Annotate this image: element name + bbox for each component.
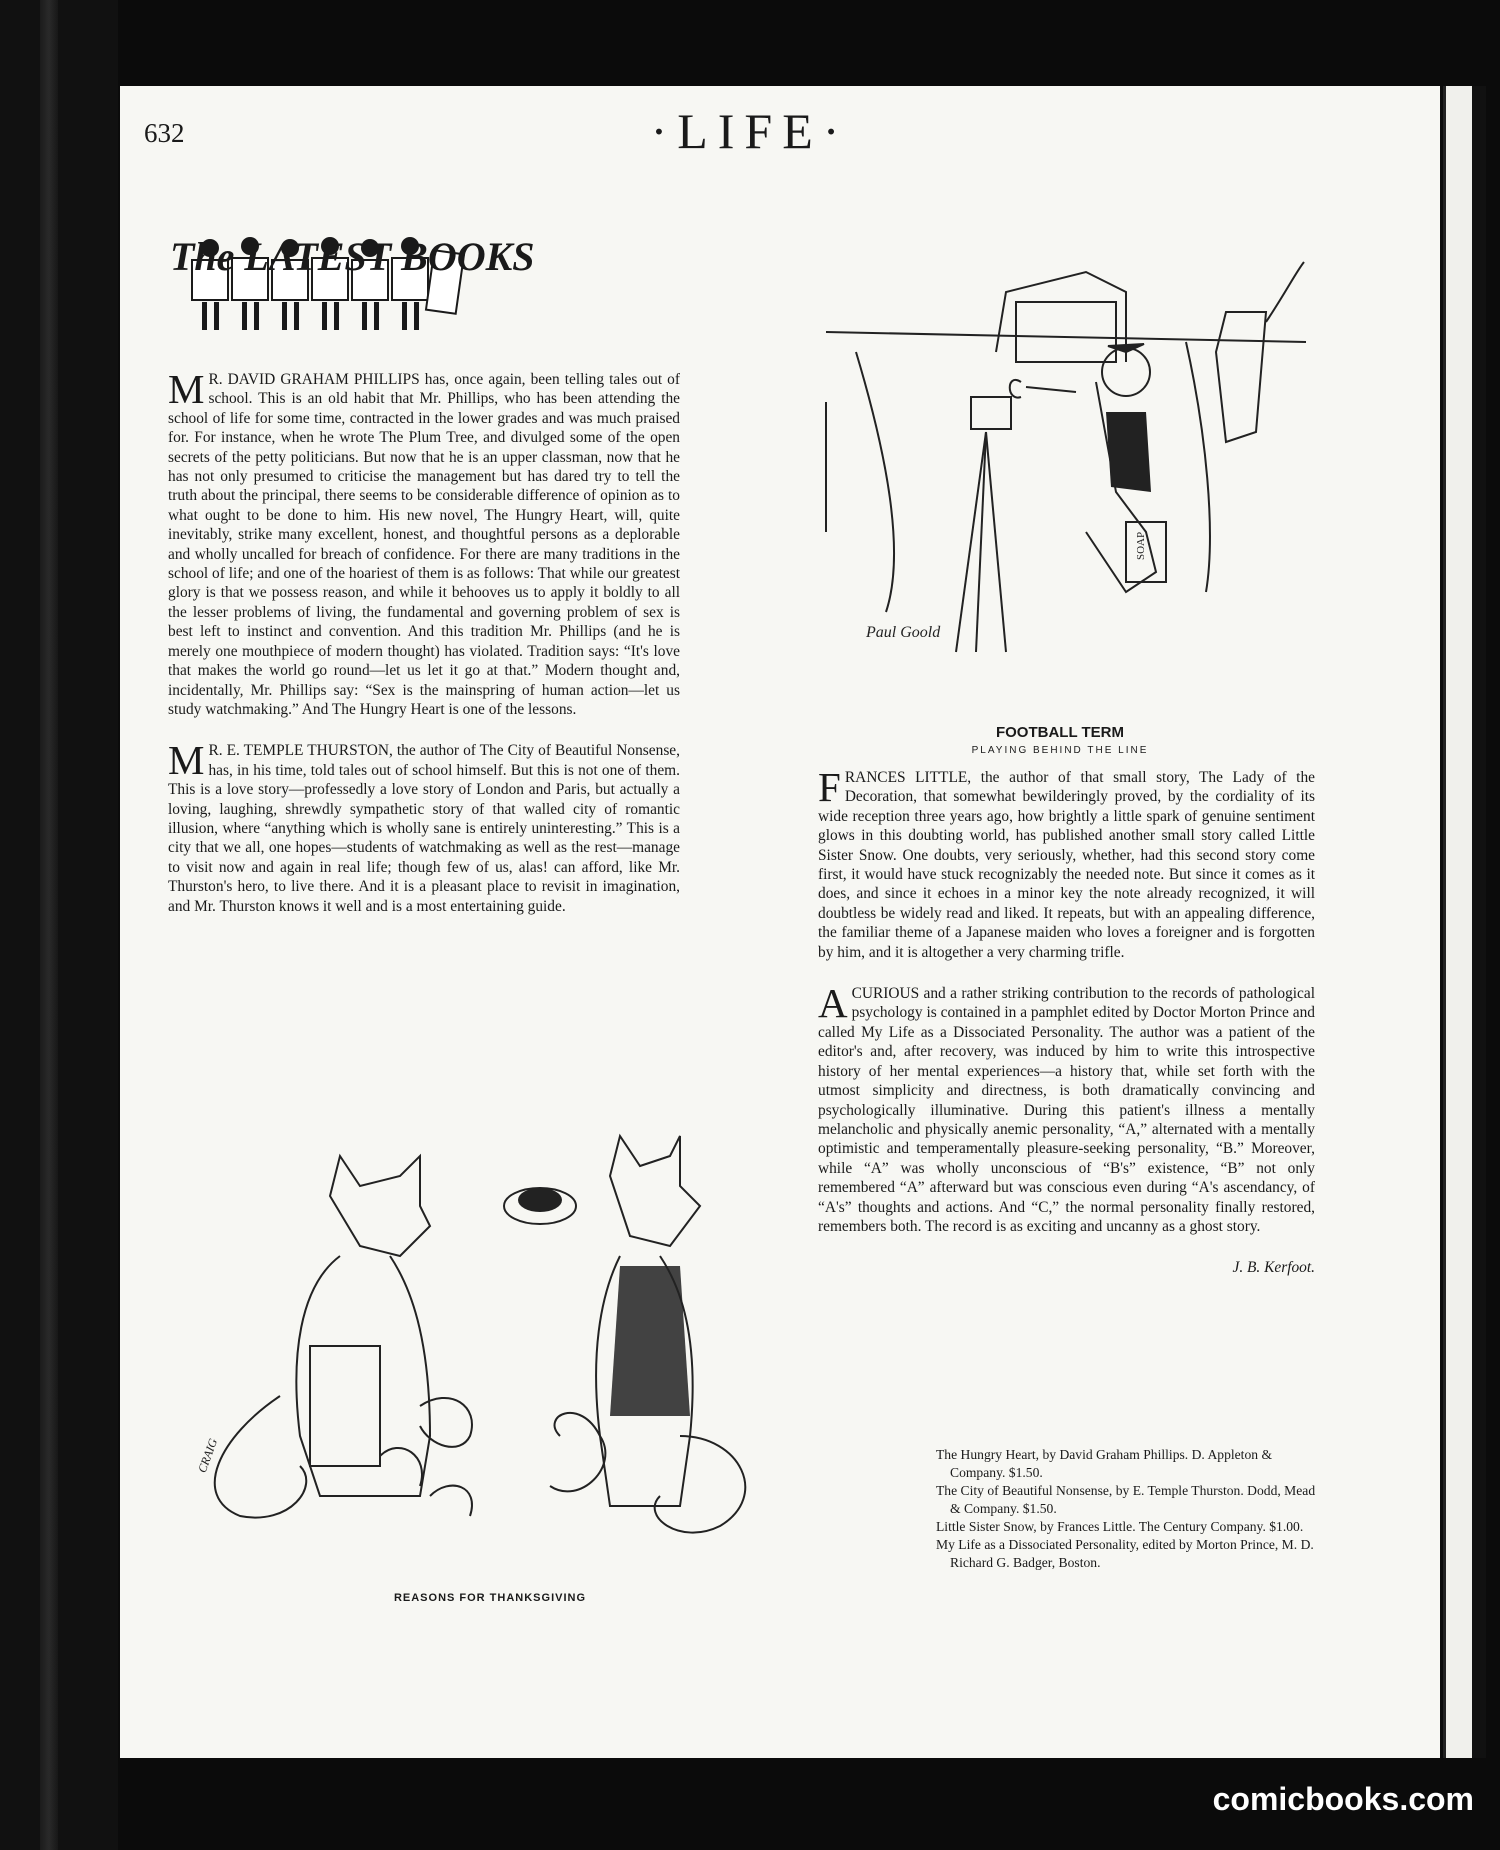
masthead: ·LIFE· [650, 103, 850, 159]
latest-books-logo-art [168, 222, 535, 340]
book-entry: My Life as a Dissociated Personality, edited by Morton Prince, M. D. Richard G. Badger, Boston. [936, 1537, 1314, 1570]
thanksgiving-illustration [180, 1136, 770, 1576]
book-list [936, 1446, 1316, 1572]
latest-books-logo [168, 222, 535, 340]
article-paragraph [168, 366, 680, 719]
drop-cap: A [818, 980, 848, 1027]
drop-cap: M [168, 737, 205, 784]
paragraph-text: RANCES LITTLE, the author of that small story, The Lady of the Decoration, that somewhat bewilderingly proved, by the cordiality of its wide reception three years ago, how brightly a little spark of genuine sentiment glows in this doubting world, has published another small story called Little Sister Snow. One doubts, very seriously, whether, had this second story come first, it would have stuck recognizably the needed note. But since it comes as it does, and since it echoes in a minor key the note already recognized, it will doubtless be widely read and liked. It repeats, but with an appealing difference, the familiar theme of a Japanese maiden who loves a foreigner and is forgotten by him, and it is altogether a very charming trifle. [818, 769, 1315, 961]
scan-left-margin [0, 0, 118, 1850]
page-header [0, 103, 1500, 178]
paragraph-text: CURIOUS and a rather striking contribution to the records of pathological psychology is contained in a pamphlet edited by Doctor Morton Prince and called My Life as a Dissociated Personality. The author was a patient of the editor's and, after recovery, was induced by him to write this introspective history of her mental experiences—a history that, while set forth with the utmost simplicity and directness, is both dramatically convincing and psychologically illuminative. During this patient's illness a mentally melancholic and physically anemic personality, “A,” alternated with a mentally optimistic and temperamentally pleasure-seeking personality, “B.” Moreover, while “A” was wholly unconscious of “B's” existence, “B” not only remembered “A” afterward but was conscious even during “A's ascendancy, of “A's” thoughts and actions. And “C,” the normal personality finally restored, remembers both. The record is as exciting and uncanny as a ghost story. [818, 985, 1315, 1235]
article-paragraph [818, 764, 1315, 962]
football-term-illustration [826, 232, 1306, 702]
right-column [818, 764, 1315, 1278]
book-entry: The Hungry Heart, by David Graham Phillips. D. Appleton & Company. $1.50. [936, 1447, 1273, 1480]
facing-page-shadow [1472, 86, 1486, 1758]
book-entry: Little Sister Snow, by Frances Little. The Century Company. $1.00. [936, 1519, 1304, 1534]
caption-subtitle: PLAYING BEHIND THE LINE [971, 745, 1149, 756]
left-column [168, 366, 680, 938]
foxes-drawing [180, 1136, 770, 1576]
author-signature: J. B. Kerfoot. [1232, 1259, 1315, 1277]
book-entry: The City of Beautiful Nonsense, by E. Temple Thurston. Dodd, Mead & Company. $1.50. [936, 1483, 1316, 1516]
paragraph-text: R. DAVID GRAHAM PHILLIPS has, once again, been telling tales out of school. This is an old habit that Mr. Phillips, who has been attending the school of life for some time, contracted in the lower grades and was much praised for. For instance, when he wrote The Plum Tree, and divulged some of the open secrets of the petty politicians. But now that he is an upper classman, now that he has not only presumed to criticise the management but has dared try to tell the truth about the principal, there seems to be considerable difference of opinion as to what ought to be done to him. His new novel, The Hungry Heart, will, quite inevitably, strike many excellent, honest, and thoughtful persons as a deplorable and wholly uncalled for breach of confidence. For there are many traditions in the school of life; and one of the hoariest of them is as follows: That while our greatest glory is that we possess reason, and while it behooves us to apply it boldly to all the lesser problems of living, the fundamental and governing problem of sex is best left to instinct and convention. And this tradition Mr. Phillips (and he is merely one mouthpiece of modern thought) has violated. Tradition says: “It's love that makes the world go round—let us let it go at that.” Modern thought and, incidentally, Mr. Phillips say: “Sex is the mainspring of human action—let us study watchmaking.” And The Hungry Heart is one of the lessons. [168, 371, 680, 718]
article-paragraph [168, 737, 680, 916]
watermark: comicbooks.com [1212, 1781, 1474, 1817]
artist-signature: CRAIG [194, 1436, 221, 1475]
football-term-caption [860, 724, 1260, 756]
binding-crease [40, 0, 58, 1850]
article-paragraph [818, 980, 1315, 1236]
logo-lettering: The LATEST BOOKS [170, 234, 535, 279]
drop-cap: M [168, 366, 205, 412]
facing-page-edge [1443, 86, 1486, 1758]
soap-box-label: SOAP [1135, 531, 1147, 560]
drop-cap: F [818, 764, 841, 810]
trumpeter-drawing [826, 232, 1306, 702]
paragraph-text: R. E. TEMPLE THURSTON, the author of The City of Beautiful Nonsense, has, in his time, told tales out of school himself. But this is not one of them. This is a love story—professedly a love story of London and Paris, but actually a loving, laughing, shrewdly sympathetic story of that walled city of romantic illusion, where “anything which is wholly sane is entirely uninteresting.” This is a city that we all, one hopes—students of watchmaking as well as the rest—manage to visit now and again in real life; though few of us, alas! can afford, like Mr. Thurston's hero, to live there. And it is a pleasant place to revisit in imagination, and Mr. Thurston knows it well and is a most entertaining guide. [168, 742, 680, 915]
page-number: 632 [144, 118, 185, 148]
thanksgiving-caption: REASONS FOR THANKSGIVING [393, 1592, 587, 1604]
caption-title: FOOTBALL TERM [995, 724, 1125, 741]
artist-signature: Paul Goold [866, 624, 941, 641]
